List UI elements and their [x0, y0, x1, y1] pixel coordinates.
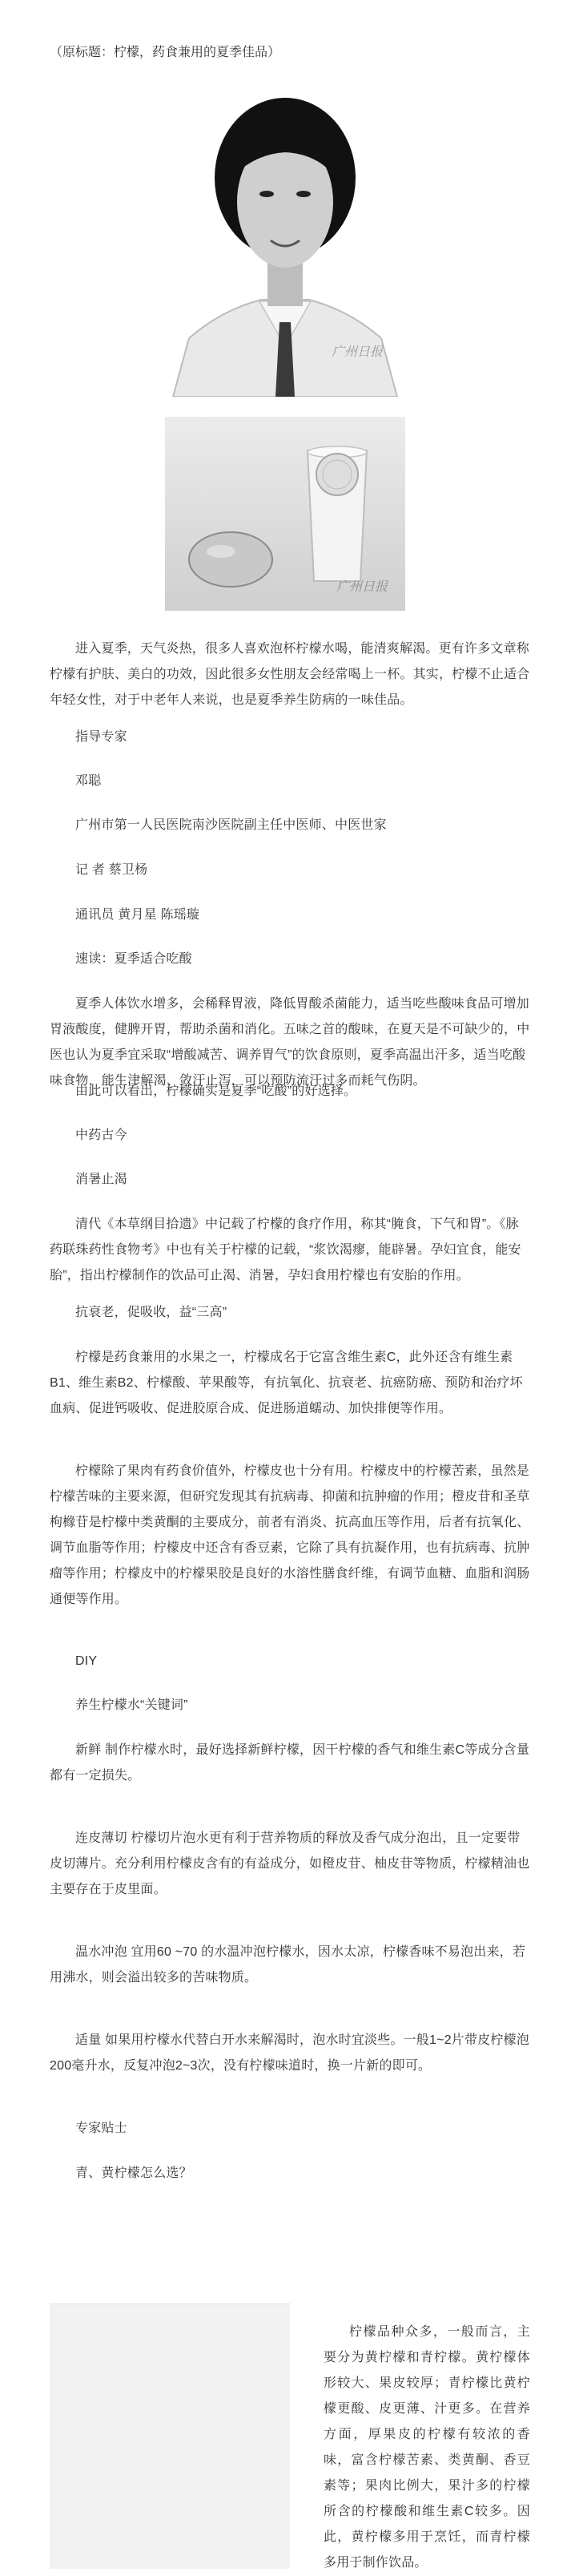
tcm-heading: 中药古今: [75, 1129, 127, 1142]
expert-title-block: [50, 813, 530, 838]
qing-dynasty-text: 清代《本草纲目拾遗》中记载了柠檬的食疗作用，称其“腌食，下气和胃”。《脉药联珠药性食物考》中也有关于柠檬的记载，“浆饮渴瘳，能辟暑。孕妇宜食，能安胎”，指出柠檬制作的饮品可止渴、消暑，孕妇食用柠檬也有安胎的作用。: [50, 1217, 521, 1282]
guide-label-block: [50, 725, 530, 750]
expert-portrait-photo: [165, 82, 405, 397]
warm-water-text: 温水冲泡 宜用60 ~70 的水温冲泡柠檬水，因水太凉，柠檬香味不易泡出来，若用沸水，则会溢出较多的苦味物质。: [50, 1945, 526, 1984]
fresh-paragraph: [50, 1738, 530, 1789]
thirst-heading: 消暑止渴: [75, 1173, 127, 1186]
qing-dynasty-paragraph: [50, 1212, 530, 1289]
conclusion-paragraph: [50, 1079, 530, 1104]
portrait-watermark: 广州日报: [331, 344, 383, 359]
summary-line: 速读：夏季适合吃酸: [75, 952, 192, 966]
varieties-paragraph: [324, 2320, 530, 2576]
conclusion-text: 由此可以看出，柠檬确实是夏季“吃酸”的好选择。: [75, 1084, 357, 1098]
lemon-varieties-image: [50, 2303, 290, 2569]
expert-title: 广州市第一人民医院南沙医院副主任中医师、中医世家: [75, 818, 387, 832]
correspondent-block: [50, 902, 530, 928]
moderate-text: 适量 如果用柠檬水代替白开水来解渴时，泡水时宜淡些。一般1~2片带皮柠檬泡200毫升水，反复冲泡2~3次，没有柠檬味道时，换一片新的即可。: [50, 2033, 529, 2073]
warm-water-paragraph: [50, 1940, 530, 1991]
vitamins-text: 柠檬是药食兼用的水果之一，柠檬成名于它富含维生素C，此外还含有维生素B1、维生素B2、柠檬酸、苹果酸等，有抗氧化、抗衰老、抗癌防癌、预防和治疗坏血病、促进钙吸收、促进胶原合成、促进肠道蠕动、加快排便等作用。: [50, 1351, 523, 1415]
tips-heading-block: [50, 2116, 530, 2142]
varieties-text: 柠檬品种众多，一般而言，主要分为黄柠檬和青柠檬。黄柠檬体形较大、果皮较厚；青柠檬比黄柠檬更酸、皮更薄、汁更多。在营养方面，厚果皮的柠檬有较浓的香味，富含柠檬苦素、类黄酮、香豆素等；果肉比例大，果汁多的柠檬所含的柠檬酸和维生素C较多。因此，黄柠檬多用于烹饪，而青柠檬多用于制作饮品。: [324, 2325, 530, 2570]
diy-heading: DIY: [75, 1654, 98, 1668]
fresh-text: 新鲜 制作柠檬水时，最好选择新鲜柠檬，因干柠檬的香气和维生素C等成分含量都有一定损失。: [50, 1743, 530, 1783]
intro-paragraph: [50, 636, 530, 713]
keywords-heading-block: [50, 1693, 530, 1718]
guide-label: 指导专家: [75, 730, 127, 744]
summer-sweat-text: 夏季人体饮水增多，会稀释胃液，降低胃酸杀菌能力，适当吃些酸味食品可增加胃液酸度，健脾开胃，帮助杀菌和消化。五味之首的酸味，在夏天是不可缺少的，中医也认为夏季宜采取“增酸减苦、调养胃气”的饮食原则，夏季高温出汗多，适当吃酸味食物，能生津解渴、敛汗止泻，可以预防流汗过多而耗气伤阴。: [50, 997, 530, 1088]
anti-aging-heading: 抗衰老，促吸收，益“三高”: [75, 1306, 227, 1319]
slice-paragraph: [50, 1826, 530, 1903]
peel-text: 柠檬除了果肉有药食价值外，柠檬皮也十分有用。柠檬皮中的柠檬苦素，虽然是柠檬苦味的主要来源，但研究发现其有抗病毒、抑菌和抗肿瘤的作用；橙皮苷和圣草枸橼苷是柠檬中类黄酮的主要成分，前者有消炎、抗高血压等作用，后者有抗氧化、调节血脂等作用；柠檬皮中还含有香豆素，它除了具有抗凝作用，也有抗病毒、抗肿瘤等作用；柠檬皮中的柠檬果胶是良好的水溶性膳食纤维，有调节血糖、血脂和润肠通便等作用。: [50, 1464, 530, 1606]
diy-heading-block: [50, 1649, 530, 1674]
choose-heading-block: [50, 2161, 530, 2186]
intro-text: 进入夏季，天气炎热，很多人喜欢泡杯柠檬水喝，能清爽解渴。更有许多文章称柠檬有护肤、美白的功效，因此很多女性朋友会经常喝上一杯。其实，柠檬不止适合年轻女性，对于中老年人来说，也是夏季养生防病的一味佳品。: [50, 642, 530, 707]
still-life-watermark: 广州日报: [336, 579, 388, 594]
slice-text: 连皮薄切 柠檬切片泡水更有利于营养物质的释放及香气成分泡出，且一定要带皮切薄片。充分利用柠檬皮含有的有益成分，如橙皮苷、柚皮苷等物质，柠檬精油也主要存在于皮里面。: [50, 1831, 530, 1896]
tips-heading: 专家贴士: [75, 2122, 127, 2135]
vitamins-paragraph: [50, 1345, 530, 1422]
lemon-water-photo: [165, 417, 405, 611]
choose-heading: 青、黄柠檬怎么选？: [75, 2166, 192, 2180]
correspondent-line: 通讯员 黄月星 陈瑶璇: [75, 908, 200, 922]
moderate-paragraph: [50, 2028, 530, 2079]
tcm-heading-block: [50, 1123, 530, 1149]
anti-aging-heading-block: [50, 1300, 530, 1326]
reporter-block: [50, 858, 530, 883]
article-subtitle: （原标题：柠檬，药食兼用的夏季佳品）: [50, 46, 281, 59]
reporter-line: 记 者 蔡卫杨: [75, 863, 148, 877]
summary-block: [50, 947, 530, 972]
expert-name: 邓聪: [75, 774, 102, 788]
peel-paragraph: [50, 1459, 530, 1613]
keywords-heading: 养生柠檬水“关键词”: [75, 1698, 188, 1712]
expert-name-block: [50, 769, 530, 794]
thirst-heading-block: [50, 1167, 530, 1193]
